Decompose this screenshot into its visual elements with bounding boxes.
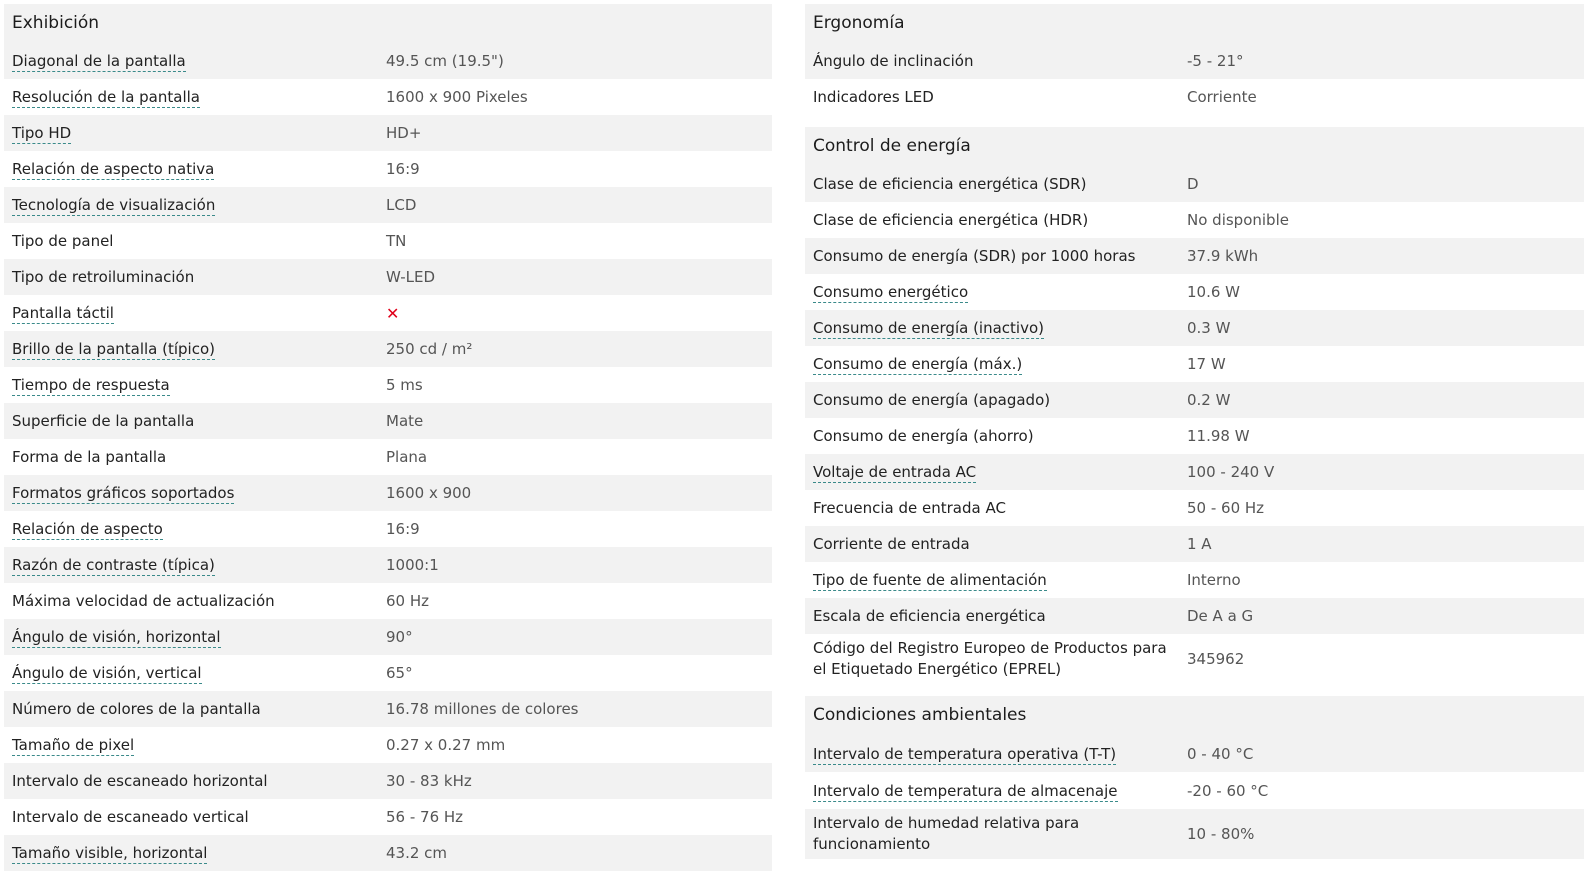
spec-value: No disponible (1187, 211, 1289, 229)
spec-row-screen-surface (4, 403, 772, 439)
spec-row-resolution (4, 79, 772, 115)
spec-value: Interno (1187, 571, 1241, 589)
spec-label: Escala de eficiencia energética (813, 607, 1046, 625)
spec-row-power-off (805, 382, 1584, 418)
spec-row-operating-humidity (805, 809, 1584, 859)
spec-row-refresh-rate (4, 583, 772, 619)
spec-row-power-max (805, 346, 1584, 382)
spec-label[interactable]: Intervalo de temperatura de almacenaje (813, 781, 1118, 800)
spec-label[interactable]: Razón de contraste (típica) (12, 556, 215, 574)
spec-value: 49.5 cm (19.5") (386, 52, 504, 70)
spec-value: TN (386, 232, 407, 250)
spec-label[interactable]: Ángulo de visión, horizontal (12, 628, 221, 646)
spec-value: 10 - 80% (1187, 825, 1255, 843)
spec-label: Ángulo de inclinación (813, 52, 974, 70)
spec-row-viewing-angle-h (4, 619, 772, 655)
spec-value: Mate (386, 412, 424, 430)
spec-row-display-tech (4, 187, 772, 223)
spec-label[interactable]: Consumo de energía (máx.) (813, 355, 1023, 373)
cross-icon: ✕ (386, 303, 400, 323)
spec-label[interactable]: Tamaño visible, horizontal (12, 844, 208, 862)
spec-value: 250 cd / m² (386, 340, 473, 358)
spec-label[interactable]: Pantalla táctil (12, 304, 114, 322)
spec-row-viewing-angle-v (4, 655, 772, 691)
spec-value: Plana (386, 448, 428, 466)
spec-label[interactable]: Tamaño de pixel (12, 736, 135, 754)
spec-value: 0.2 W (1187, 391, 1231, 409)
spec-row-native-aspect (4, 151, 772, 187)
spec-value: 65° (386, 664, 413, 682)
spec-label: Consumo de energía (SDR) por 1000 horas (813, 247, 1136, 265)
spec-row-hd-type (4, 115, 772, 151)
spec-row-input-current (805, 526, 1584, 562)
spec-row-panel-type (4, 223, 772, 259)
spec-label: Clase de eficiencia energética (HDR) (813, 211, 1089, 229)
spec-label[interactable]: Voltaje de entrada AC (813, 463, 977, 481)
power-section (805, 127, 1584, 684)
spec-value: LCD (386, 196, 417, 214)
spec-value: 50 - 60 Hz (1187, 499, 1265, 517)
spec-row-ac-frequency (805, 490, 1584, 526)
spec-value: D (1187, 175, 1199, 193)
spec-row-power-saving (805, 418, 1584, 454)
spec-value: -20 - 60 °C (1187, 781, 1269, 800)
spec-label: Forma de la pantalla (12, 448, 167, 466)
spec-row-brightness (4, 331, 772, 367)
spec-row-energy-class-sdr (805, 166, 1584, 202)
spec-value: 90° (386, 628, 413, 646)
spec-value: 17 W (1187, 355, 1226, 373)
spec-value: Corriente (1187, 88, 1257, 106)
spec-value: 345962 (1187, 650, 1245, 668)
spec-value: W-LED (386, 268, 436, 286)
spec-value: HD+ (386, 124, 422, 142)
spec-row-power-idle (805, 310, 1584, 346)
spec-row-consumption-1000h (805, 238, 1584, 274)
section-title-display: Exhibición (4, 4, 772, 43)
spec-label[interactable]: Relación de aspecto nativa (12, 160, 215, 178)
spec-row-tilt-angle (805, 43, 1584, 79)
spec-row-efficiency-scale (805, 598, 1584, 634)
spec-row-aspect-ratio (4, 511, 772, 547)
spec-label: Tipo de panel (12, 232, 114, 250)
spec-value: -5 - 21° (1187, 52, 1244, 70)
spec-value: 56 - 76 Hz (386, 808, 464, 826)
spec-value: 10.6 W (1187, 283, 1240, 301)
spec-value: 43.2 cm (386, 844, 448, 862)
spec-row-h-scan (4, 763, 772, 799)
spec-row-energy-class-hdr (805, 202, 1584, 238)
spec-row-power-consumption (805, 274, 1584, 310)
spec-value: 1600 x 900 (386, 484, 472, 502)
spec-value: 1600 x 900 Pixeles (386, 88, 528, 106)
spec-row-psu-type (805, 562, 1584, 598)
display-section (4, 4, 772, 871)
spec-row-contrast (4, 547, 772, 583)
spec-row-ac-voltage (805, 454, 1584, 490)
spec-row-pixel-size (4, 727, 772, 763)
environment-section (805, 696, 1584, 859)
spec-value: 0.27 x 0.27 mm (386, 736, 506, 754)
spec-label[interactable]: Tiempo de respuesta (12, 376, 170, 394)
spec-label[interactable]: Consumo de energía (inactivo) (813, 319, 1044, 337)
spec-row-touchscreen (4, 295, 772, 331)
spec-label: Máxima velocidad de actualización (12, 592, 275, 610)
spec-label: Consumo de energía (apagado) (813, 391, 1051, 409)
spec-label: Superficie de la pantalla (12, 412, 195, 430)
spec-row-storage-temp (805, 772, 1584, 809)
spec-value: 16.78 millones de colores (386, 700, 579, 718)
spec-label[interactable]: Brillo de la pantalla (típico) (12, 340, 216, 358)
spec-row-screen-shape (4, 439, 772, 475)
spec-row-response-time (4, 367, 772, 403)
spec-value: 16:9 (386, 520, 420, 538)
spec-label: Indicadores LED (813, 88, 934, 106)
spec-label: Frecuencia de entrada AC (813, 499, 1006, 517)
spec-value: 30 - 83 kHz (386, 772, 472, 790)
spec-label[interactable]: Consumo energético (813, 283, 969, 301)
spec-value: 100 - 240 V (1187, 463, 1275, 481)
spec-label: Clase de eficiencia energética (SDR) (813, 175, 1087, 193)
spec-value: 5 ms (386, 376, 423, 394)
spec-value: 11.98 W (1187, 427, 1250, 445)
section-title-environment: Condiciones ambientales (805, 696, 1584, 735)
right-column (805, 4, 1584, 871)
spec-value: 60 Hz (386, 592, 430, 610)
spec-row-screen-diagonal (4, 43, 772, 79)
ergonomics-section (805, 4, 1584, 115)
spec-label[interactable]: Formatos gráficos soportados (12, 484, 235, 502)
spec-label[interactable]: Resolución de la pantalla (12, 88, 200, 106)
spec-label[interactable]: Tipo HD (12, 124, 72, 142)
spec-label[interactable]: Diagonal de la pantalla (12, 52, 186, 70)
spec-row-led-indicators (805, 79, 1584, 115)
spec-label: Consumo de energía (ahorro) (813, 427, 1034, 445)
spec-label: Intervalo de escaneado vertical (12, 808, 249, 826)
spec-row-graphic-formats (4, 475, 772, 511)
spec-label: Número de colores de la pantalla (12, 700, 261, 718)
spec-row-operating-temp (805, 735, 1584, 772)
spec-label: Código del Registro Europeo de Productos para el Etiquetado Energético (EPREL) (813, 639, 1167, 678)
spec-value: 0 - 40 °C (1187, 744, 1254, 763)
spec-row-colors (4, 691, 772, 727)
spec-label[interactable]: Ángulo de visión, vertical (12, 664, 202, 682)
spec-value: 16:9 (386, 160, 420, 178)
spec-label[interactable]: Relación de aspecto (12, 520, 163, 538)
spec-row-visible-width (4, 835, 772, 871)
spec-label: Tipo de retroiluminación (12, 268, 195, 286)
spec-label: Corriente de entrada (813, 535, 970, 553)
spec-value: 37.9 kWh (1187, 247, 1259, 265)
spec-label: Intervalo de escaneado horizontal (12, 772, 268, 790)
spec-label[interactable]: Tipo de fuente de alimentación (813, 571, 1047, 589)
spec-value: De A a G (1187, 607, 1254, 625)
spec-value: 1000:1 (386, 556, 439, 574)
spec-label[interactable]: Tecnología de visualización (12, 196, 216, 214)
spec-label: Intervalo de humedad relativa para funcionamiento (813, 814, 1080, 853)
spec-value: 1 A (1187, 535, 1212, 553)
section-title-power: Control de energía (805, 127, 1584, 166)
section-title-ergonomics: Ergonomía (805, 4, 1584, 43)
spec-value: 0.3 W (1187, 319, 1231, 337)
spec-row-v-scan (4, 799, 772, 835)
spec-row-eprel (805, 634, 1584, 684)
spec-label[interactable]: Intervalo de temperatura operativa (T-T) (813, 744, 1117, 763)
spec-row-backlight (4, 259, 772, 295)
